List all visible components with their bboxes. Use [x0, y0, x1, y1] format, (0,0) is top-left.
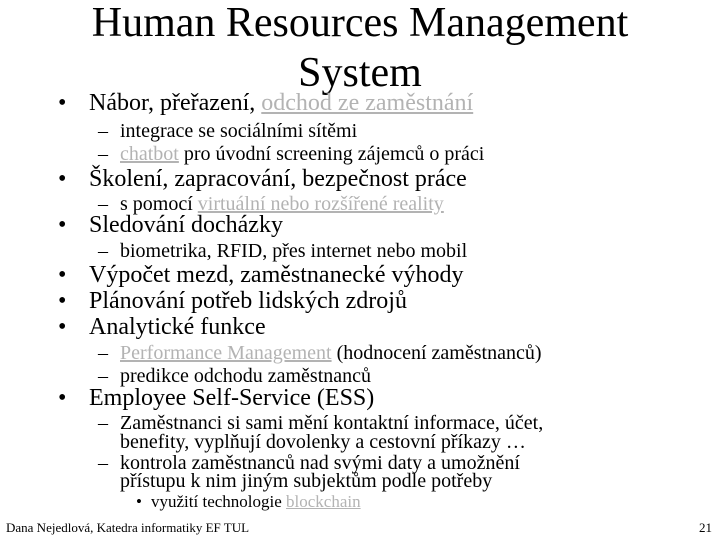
page-number: 21: [699, 520, 712, 535]
bullet-icon: •: [58, 166, 67, 192]
item-text: pro úvodní screening zájemců o práci: [178, 143, 485, 165]
sub-item-kontrola-cont: přístupu k nim jiným subjektům podle potřeby: [120, 470, 493, 492]
footer-author: Dana Nejedlová, Katedra informatiky EF TUL: [6, 520, 250, 535]
item-text: využití technologie: [151, 492, 287, 511]
dash-icon: –: [98, 412, 108, 434]
item-text: Sledování docházky: [89, 212, 283, 238]
item-text: (hodnocení zaměstnanců): [331, 342, 542, 364]
item-text: Zaměstnanci si sami mění kontaktní informace, účet,: [120, 412, 544, 434]
dash-icon: –: [98, 342, 108, 364]
item-text: integrace se sociálními sítěmi: [120, 120, 358, 142]
link-blockchain[interactable]: blockchain: [286, 492, 361, 511]
bullet-icon: •: [136, 492, 142, 511]
bullet-icon: •: [58, 90, 67, 116]
item-text: Analytické funkce: [89, 314, 266, 340]
item-text: Školení, zapracování, bezpečnost práce: [89, 166, 467, 192]
bullet-icon: •: [58, 288, 67, 314]
slide-title-line-1: Human Resources Management: [91, 0, 629, 46]
item-text: Výpočet mezd, zaměstnanecké výhody: [89, 262, 464, 288]
item-text: Plánování potřeb lidských zdrojů: [89, 288, 407, 314]
link-virtualni-realita[interactable]: virtuální nebo rozšířené reality: [197, 193, 444, 215]
bullet-icon: •: [58, 314, 67, 340]
item-text: kontrola zaměstnanců nad svými daty a umožnění: [120, 452, 520, 474]
item-text: predikce odchodu zaměstnanců: [120, 365, 372, 387]
link-performance-management[interactable]: Performance Management: [120, 342, 332, 364]
bullet-icon: •: [58, 262, 67, 288]
dash-icon: –: [98, 143, 108, 165]
dash-icon: –: [98, 120, 108, 142]
dash-icon: –: [98, 240, 108, 262]
bullet-icon: •: [58, 385, 67, 411]
slide-title-line-2: System: [298, 50, 422, 96]
dash-icon: –: [98, 365, 108, 387]
item-text: Nábor, přeřazení,: [89, 90, 262, 116]
bullet-icon: •: [58, 212, 67, 238]
item-text: s pomocí: [120, 193, 198, 215]
link-chatbot[interactable]: chatbot: [120, 143, 179, 165]
link-odchod[interactable]: odchod ze zaměstnání: [261, 90, 474, 116]
dash-icon: –: [98, 193, 108, 215]
dash-icon: –: [98, 452, 108, 474]
sub-item-zamestnanci-cont: benefity, vyplňují dovolenky a cestovní příkazy …: [120, 431, 526, 453]
item-text: Employee Self-Service (ESS): [89, 385, 375, 411]
item-text: biometrika, RFID, přes internet nebo mobil: [120, 240, 468, 262]
